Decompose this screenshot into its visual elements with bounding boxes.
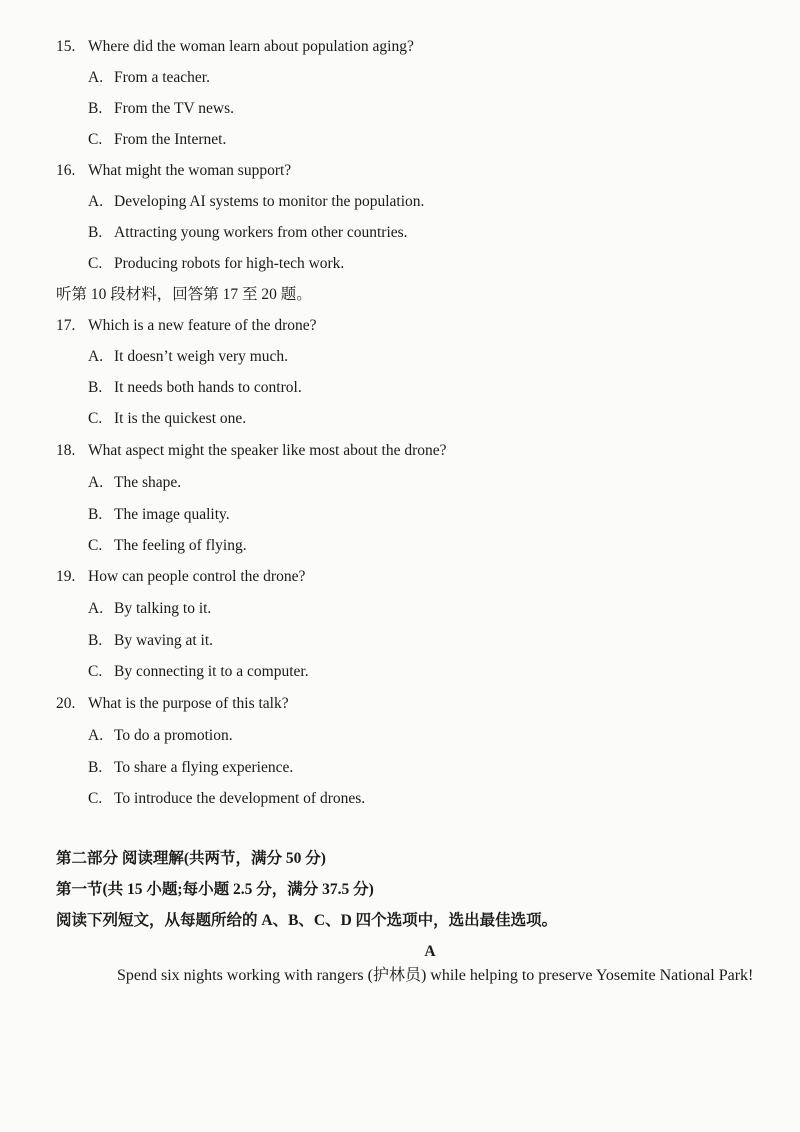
question-text: What is the purpose of this talk? [88, 695, 289, 712]
option-text: The shape. [114, 474, 182, 491]
option-18-b [88, 505, 230, 525]
question-text: Where did the woman learn about population aging? [88, 38, 414, 55]
passage-first-line: Spend six nights working with rangers (护林员) while helping to preserve Yosemite National Park! [117, 967, 754, 984]
option-letter: C. [88, 131, 103, 148]
question-number: 16. [56, 162, 76, 179]
question-text: Which is a new feature of the drone? [88, 317, 317, 334]
option-letter: B. [88, 759, 103, 776]
option-16-a [88, 192, 424, 212]
question-number: 19. [56, 568, 76, 585]
option-letter: A. [88, 348, 104, 365]
option-text: The feeling of flying. [114, 537, 247, 554]
option-letter: C. [88, 790, 103, 807]
question-17 [56, 316, 317, 336]
question-text: What might the woman support? [88, 162, 292, 179]
option-text: By talking to it. [114, 600, 212, 617]
option-18-c [88, 536, 247, 556]
option-text: By waving at it. [114, 632, 214, 649]
option-19-c [88, 662, 309, 682]
part-title: 第二部分 阅读理解(共两节，满分 50 分) [56, 850, 326, 867]
question-number: 20. [56, 695, 76, 712]
option-letter: A. [88, 193, 104, 210]
question-20 [56, 694, 289, 714]
option-text: From the Internet. [114, 131, 227, 148]
reading-instruction: 阅读下列短文，从每题所给的 A、B、C、D 四个选项中，选出最佳选项。 [56, 912, 558, 929]
option-15-a [88, 68, 210, 88]
option-text: By connecting it to a computer. [114, 663, 309, 680]
question-number: 15. [56, 38, 76, 55]
option-text: To share a flying experience. [114, 759, 294, 776]
question-15 [56, 37, 414, 57]
option-text: To do a promotion. [114, 727, 233, 744]
option-letter: B. [88, 224, 103, 241]
option-text: From a teacher. [114, 69, 210, 86]
question-18 [56, 441, 447, 461]
option-letter: A. [88, 600, 104, 617]
option-20-b [88, 758, 293, 778]
option-letter: C. [88, 537, 103, 554]
option-letter: B. [88, 632, 103, 649]
option-letter: C. [88, 663, 103, 680]
question-number: 18. [56, 442, 76, 459]
option-15-b [88, 99, 234, 119]
question-text: What aspect might the speaker like most about the drone? [88, 442, 447, 459]
option-letter: B. [88, 100, 103, 117]
option-18-a [88, 473, 181, 493]
subsection-title: 第一节(共 15 小题;每小题 2.5 分，满分 37.5 分) [56, 881, 374, 898]
option-letter: C. [88, 255, 103, 272]
option-text: To introduce the development of drones. [114, 790, 366, 807]
option-text: Attracting young workers from other countries. [114, 224, 408, 241]
option-letter: A. [88, 474, 104, 491]
passage-label: A [424, 943, 436, 960]
option-19-a [88, 599, 211, 619]
option-17-c [88, 409, 246, 429]
option-letter: B. [88, 379, 103, 396]
option-20-c [88, 789, 365, 809]
option-text: Developing AI systems to monitor the population. [114, 193, 425, 210]
question-19 [56, 567, 305, 587]
option-letter: A. [88, 727, 104, 744]
option-text: It needs both hands to control. [114, 379, 302, 396]
option-20-a [88, 726, 233, 746]
option-19-b [88, 631, 213, 651]
option-letter: A. [88, 69, 104, 86]
option-text: The image quality. [114, 506, 230, 523]
option-letter: C. [88, 410, 103, 427]
option-16-b [88, 223, 408, 243]
option-text: Producing robots for high-tech work. [114, 255, 345, 272]
question-number: 17. [56, 317, 76, 334]
option-17-b [88, 378, 302, 398]
question-text: How can people control the drone? [88, 568, 306, 585]
option-text: It doesn’t weigh very much. [114, 348, 289, 365]
option-text: From the TV news. [114, 100, 234, 117]
option-15-c [88, 130, 226, 150]
option-17-a [88, 347, 288, 367]
question-16 [56, 161, 291, 181]
listening-instruction: 听第 10 段材料，回答第 17 至 20 题。 [56, 286, 312, 303]
option-letter: B. [88, 506, 103, 523]
option-16-c [88, 254, 344, 274]
option-text: It is the quickest one. [114, 410, 247, 427]
